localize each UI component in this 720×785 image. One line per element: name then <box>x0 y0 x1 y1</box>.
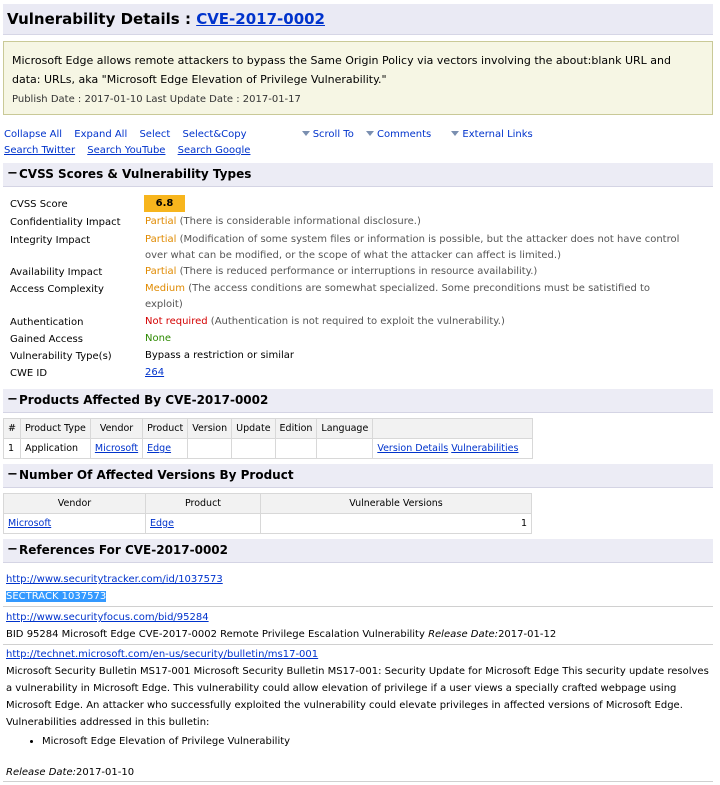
column-header: Product Type <box>20 419 90 439</box>
cve-id-link[interactable]: CVE-2017-0002 <box>196 10 325 28</box>
divider <box>3 644 713 645</box>
table-row <box>4 514 532 534</box>
gained-access-value: None <box>145 333 172 344</box>
dropdown-arrow-icon <box>366 131 374 136</box>
product-cell <box>143 439 188 459</box>
collapse-icon[interactable]: − <box>7 542 18 557</box>
search-twitter-link[interactable]: Search Twitter <box>4 145 76 156</box>
column-header-blank <box>373 419 533 439</box>
versions-section-title: Number Of Affected Versions By Product <box>19 468 294 482</box>
comments-menu[interactable]: Comments <box>366 129 431 140</box>
vendor-link[interactable]: Microsoft <box>94 443 139 454</box>
access-complexity-label: Access Complexity <box>10 284 104 295</box>
references-section-header[interactable] <box>3 539 713 563</box>
reference-3-release <box>6 764 710 781</box>
cvss-section-title: CVSS Scores & Vulnerability Types <box>19 167 252 181</box>
collapse-all-link[interactable]: Collapse All <box>4 129 63 140</box>
cvss-section-header[interactable] <box>3 163 713 187</box>
version-cell <box>188 439 232 459</box>
tool-links-row-1 <box>4 129 542 140</box>
column-header: Vendor <box>90 419 142 439</box>
references-section-title: References For CVE-2017-0002 <box>19 543 229 557</box>
list-item: • Microsoft Edge Elevation of Privilege Vulnerability <box>42 736 290 747</box>
title-bar <box>3 4 713 35</box>
availability-label: Availability Impact <box>10 267 103 278</box>
access-complexity-value: Medium (The access conditions are somewhat specialized. Some preconditions must be satistified to exploit) <box>145 283 651 310</box>
confidentiality-value: Partial (There is considerable informational disclosure.) <box>145 216 421 227</box>
row-number: 1 <box>4 439 21 459</box>
versions-section-header[interactable] <box>3 464 713 488</box>
summary-description: Microsoft Edge allows remote attackers to bypass the Same Origin Policy via vectors involving the about:blank URL and data: URLs, aka "Microsoft Edge Elevation of Privilege Vulnerability." <box>12 54 671 86</box>
summary-dates: Publish Date : 2017-01-10 Last Update Date : 2017-01-17 <box>12 94 301 105</box>
reference-1-url[interactable]: http://www.securitytracker.com/id/1037573 <box>6 574 223 585</box>
page-title-prefix: Vulnerability Details : <box>7 10 191 28</box>
vulnerabilities-link[interactable]: Vulnerabilities <box>451 443 519 454</box>
products-section-header[interactable] <box>3 389 713 413</box>
collapse-icon[interactable]: − <box>7 467 18 482</box>
table-header-row <box>4 494 532 514</box>
reference-2 <box>6 609 710 643</box>
products-section-title: Products Affected By CVE-2017-0002 <box>19 393 269 407</box>
product-cell <box>146 514 261 534</box>
update-cell <box>232 439 275 459</box>
column-header: Vulnerable Versions <box>261 494 532 514</box>
reference-3-addressed: Vulnerabilities addressed in this bulletin: <box>6 717 210 728</box>
column-header: Update <box>232 419 275 439</box>
column-header: Language <box>317 419 373 439</box>
cwe-id-label: CWE ID <box>10 368 48 379</box>
reference-2-url[interactable]: http://www.securityfocus.com/bid/95284 <box>6 612 209 623</box>
vuln-type-label: Vulnerability Type(s) <box>10 351 112 362</box>
collapse-icon[interactable]: − <box>7 166 18 181</box>
reference-3 <box>6 646 710 731</box>
reference-3-bullet-list <box>24 736 290 747</box>
column-header: Product <box>143 419 188 439</box>
column-header: Vendor <box>4 494 146 514</box>
version-details-link[interactable]: Version Details <box>377 443 449 454</box>
collapse-icon[interactable]: − <box>7 392 18 407</box>
products-table <box>3 418 533 459</box>
divider <box>3 606 713 607</box>
reference-2-text: BID 95284 Microsoft Edge CVE-2017-0002 Remote Privilege Escalation Vulnerability <box>6 629 425 640</box>
integrity-value: Partial (Modification of some system files or information is possible, but the attacker does not have control over what can be modified, or the scope of what the attacker can affect is limited.) <box>145 234 680 261</box>
page-title <box>7 10 325 28</box>
authentication-label: Authentication <box>10 317 84 328</box>
language-cell <box>317 439 373 459</box>
expand-all-link[interactable]: Expand All <box>74 129 128 140</box>
release-date: 2017-01-10 <box>75 767 135 778</box>
select-copy-link[interactable]: Select&Copy <box>182 129 247 140</box>
authentication-value: Not required (Authentication is not required to exploit the vulnerability.) <box>145 316 505 327</box>
cvss-score-label: CVSS Score <box>10 199 68 210</box>
product-link[interactable]: Edge <box>147 443 172 454</box>
availability-value: Partial (There is reduced performance or interruptions in resource availability.) <box>145 266 538 277</box>
reference-1-text: SECTRACK 1037573 <box>6 591 107 602</box>
search-google-link[interactable]: Search Google <box>177 145 251 156</box>
release-date-label: Release Date: <box>428 629 499 640</box>
vuln-type-value: Bypass a restriction or similar <box>145 350 294 361</box>
cvss-score-badge: 6.8 <box>144 195 185 212</box>
product-type: Application <box>20 439 90 459</box>
cwe-id-link[interactable]: 264 <box>145 367 165 378</box>
cwe-id-value <box>145 365 680 381</box>
dropdown-arrow-icon <box>302 131 310 136</box>
product-link[interactable]: Edge <box>150 518 174 529</box>
vendor-cell <box>4 514 146 534</box>
divider <box>3 781 713 782</box>
select-link[interactable]: Select <box>139 129 171 140</box>
vendor-cell <box>90 439 142 459</box>
reference-3-url[interactable]: http://technet.microsoft.com/en-us/security/bulletin/ms17-001 <box>6 649 319 660</box>
edition-cell <box>275 439 317 459</box>
column-header: Edition <box>275 419 317 439</box>
table-header-row <box>4 419 533 439</box>
integrity-label: Integrity Impact <box>10 235 91 246</box>
release-date: 2017-01-12 <box>498 629 557 640</box>
column-header: # <box>4 419 21 439</box>
column-header: Product <box>146 494 261 514</box>
summary-box <box>3 41 713 115</box>
reference-1 <box>6 571 710 605</box>
tool-links-row-2 <box>4 145 259 156</box>
vulnerable-versions-count: 1 <box>261 514 532 534</box>
confidentiality-label: Confidentiality Impact <box>10 217 121 228</box>
release-date-label: Release Date: <box>6 767 76 778</box>
column-header: Version <box>188 419 232 439</box>
dropdown-arrow-icon <box>451 131 459 136</box>
actions-cell <box>373 439 533 459</box>
reference-3-text: Microsoft Security Bulletin MS17-001 Microsoft Security Bulletin MS17-001: Security Update for Microsoft Edge This security update resolves a vulnerability in Microsoft Edge. This vulnerability could allow elevation of privilege if a user views a specially crafted webpage using Microsoft Edge. An attacker who successfully exploited the vulnerability could elevate privileges in affected versions of Microsoft Edge. <box>6 666 709 711</box>
scroll-to-menu[interactable]: Scroll To <box>302 129 354 140</box>
external-links-menu[interactable]: External Links <box>451 129 532 140</box>
versions-table <box>3 493 532 534</box>
search-youtube-link[interactable]: Search YouTube <box>87 145 166 156</box>
table-row <box>4 439 533 459</box>
gained-access-label: Gained Access <box>10 334 83 345</box>
vendor-link[interactable]: Microsoft <box>8 518 52 529</box>
